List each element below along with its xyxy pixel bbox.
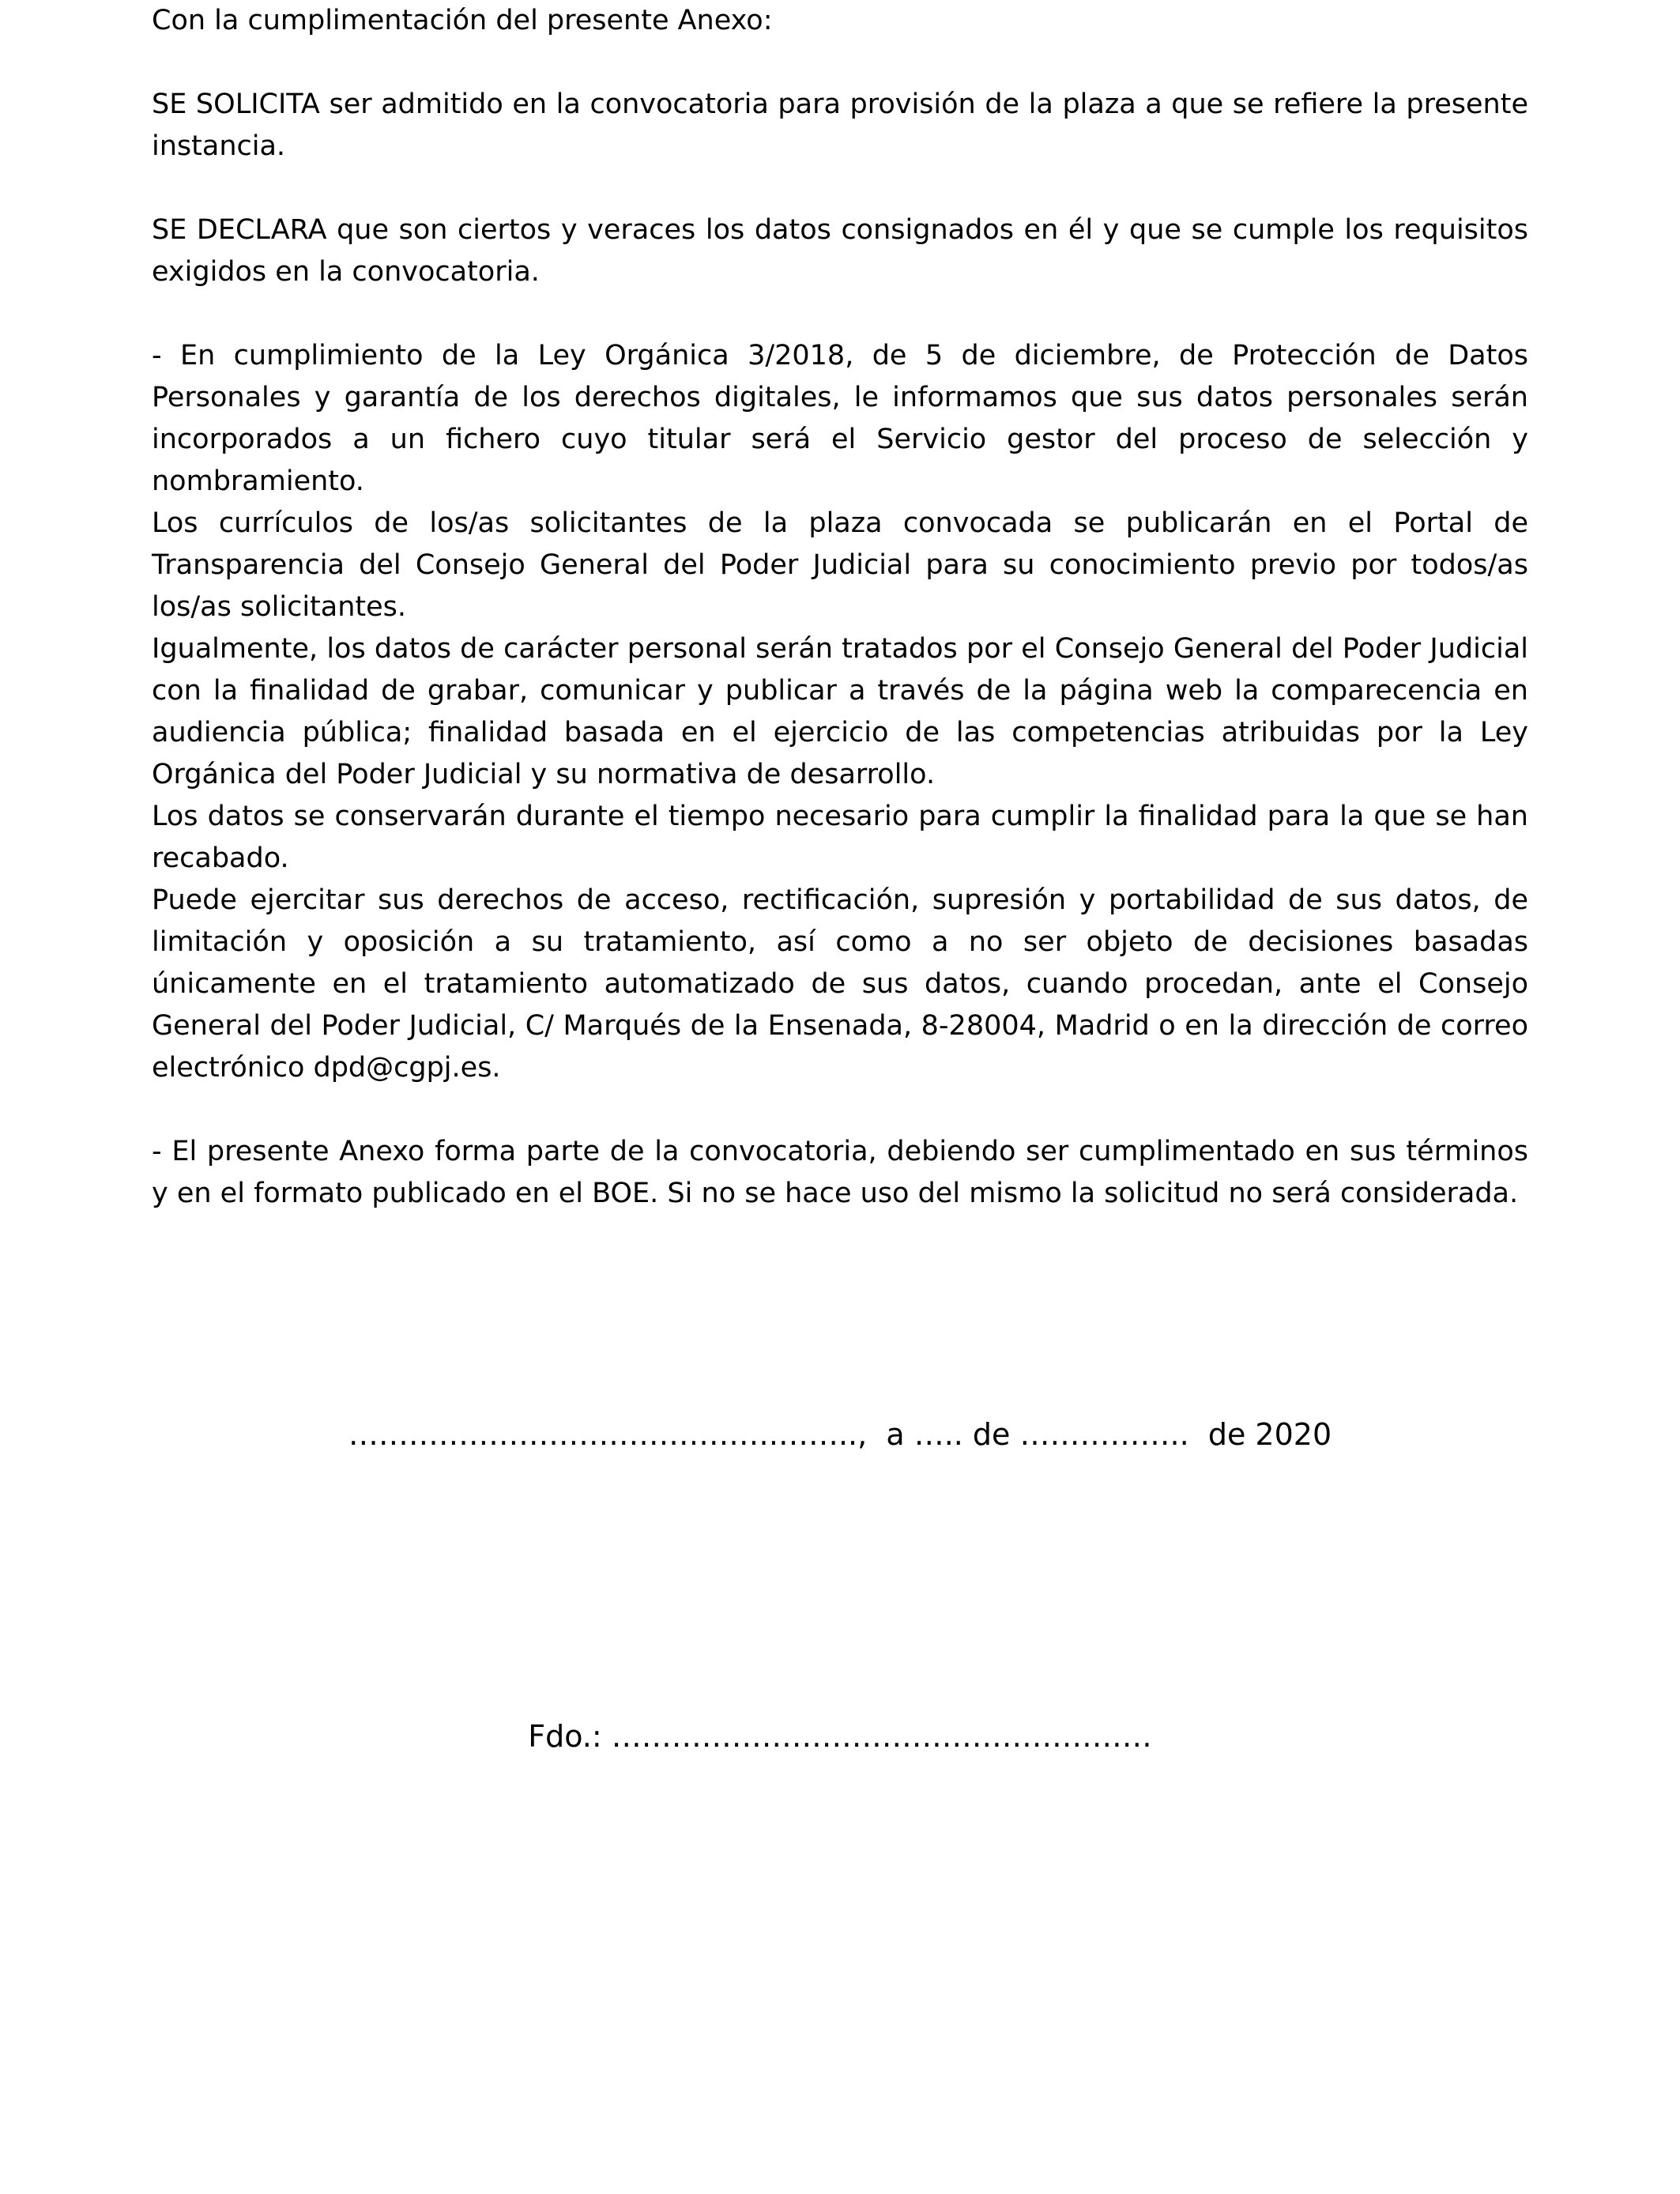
- place-date-line: …………………………………….…….., a ….. de …………….. de 2020: [348, 1417, 1332, 1452]
- intro-paragraph: Con la cumplimentación del presente Anexo:: [152, 5, 773, 36]
- rights-paragraph: Puede ejercitar sus derechos de acceso, rectificación, supresión y portabilidad de sus datos, de limitación y oposición a su tratamiento, así como a no ser objeto de decisiones basadas únicamente en el tratamiento automatizado de sus datos, cuando procedan, ante el Consejo General del Poder Judicial, C/ Marqués de la Ensenada, 8-28004, Madrid o en la dirección de correo electrónico dpd@cgpj.es.: [152, 884, 1528, 1084]
- annex-requirement-paragraph: - El presente Anexo forma parte de la convocatoria, debiendo ser cumplimentado en sus términos y en el formato publicado en el BOE. Si no se hace uso del mismo la solicitud no será considerada.: [152, 1136, 1528, 1209]
- data-protection-paragraph: - En cumplimiento de la Ley Orgánica 3/2018, de 5 de diciembre, de Protección de Datos Personales y garantía de los derechos digitales, le informamos que sus datos personales serán incorporados a un fichero cuyo titular será el Servicio gestor del proceso de selección y nombramiento.: [152, 340, 1528, 497]
- data-retention-paragraph: Los datos se conservarán durante el tiempo necesario para cumplir la finalidad para la que se han recabado.: [152, 801, 1528, 874]
- curriculos-paragraph: Los currículos de los/as solicitantes de la plaza convocada se publicarán en el Portal de Transparencia del Consejo General del Poder Judicial para su conocimiento previo por todos/as los/as solicitantes.: [152, 507, 1528, 623]
- signature-line: Fdo.: ………………………………………………: [528, 1719, 1152, 1754]
- solicita-paragraph: SE SOLICITA ser admitido en la convocatoria para provisión de la plaza a que se refiere la presente instancia.: [152, 89, 1528, 162]
- data-processing-paragraph: Igualmente, los datos de carácter personal serán tratados por el Consejo General del Poder Judicial con la finalidad de grabar, comunicar y publicar a través de la página web la comparecencia en audiencia pública; finalidad basada en el ejercicio de las competencias atribuidas por la Ley Orgánica del Poder Judicial y su normativa de desarrollo.: [152, 633, 1528, 790]
- declara-paragraph: SE DECLARA que son ciertos y veraces los datos consignados en él y que se cumple los requisitos exigidos en la convocatoria.: [152, 214, 1528, 288]
- document-body: [152, 0, 1528, 1215]
